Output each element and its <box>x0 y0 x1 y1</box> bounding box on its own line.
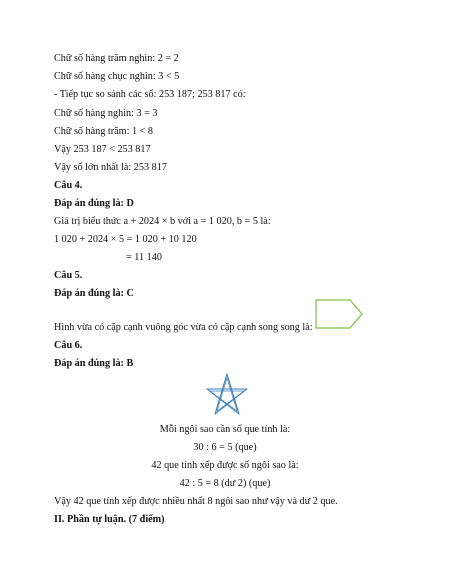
question-4-title: Câu 4. <box>54 180 83 191</box>
text-line: Vậy số lớn nhất là: 253 817 <box>54 162 167 173</box>
text-line: Chữ số hàng nghìn: 3 = 3 <box>54 108 158 119</box>
question-6-answer: Đáp án đúng là: B <box>54 358 134 369</box>
text-line: - Tiếp tục so sánh các số: 253 187; 253 817 có: <box>54 89 246 100</box>
text-line: Chữ số hàng chục nghìn: 3 < 5 <box>54 71 180 82</box>
question-4-text: Giá trị biểu thức a + 2024 × b với a = 1 020, b = 5 là: <box>54 216 271 227</box>
question-6-line-3: 42 que tính xếp được số ngôi sao là: <box>151 460 299 471</box>
question-5-title: Câu 5. <box>54 270 83 281</box>
pentagon-shape-figure <box>314 298 366 332</box>
question-6-title: Câu 6. <box>54 340 83 351</box>
question-4-calc: 1 020 + 2024 × 5 = 1 020 + 10 120 <box>54 234 197 245</box>
question-4-result: = 11 140 <box>126 252 162 263</box>
star-figure <box>203 372 251 418</box>
text-line: Chữ số hàng trăm nghìn: 2 = 2 <box>54 53 179 64</box>
text-line: Vậy 253 187 < 253 817 <box>54 144 151 155</box>
question-6-line-1: Mỗi ngôi sao cần số que tính là: <box>159 424 291 435</box>
question-4-answer: Đáp án đúng là: D <box>54 198 134 209</box>
question-6-line-4: 42 : 5 = 8 (dư 2) (que) <box>179 478 271 489</box>
question-5-answer: Đáp án đúng là: C <box>54 288 134 299</box>
question-6-conclusion: Vậy 42 que tính xếp được nhiều nhất 8 ngôi sao như vậy và dư 2 que. <box>54 496 338 507</box>
question-6-line-2: 30 : 6 = 5 (que) <box>193 442 257 453</box>
section-2-heading: II. Phần tự luận. (7 điểm) <box>54 514 165 525</box>
text-line: Chữ số hàng trăm: 1 < 8 <box>54 126 153 137</box>
question-5-text: Hình vừa có cặp cạnh vuông góc vừa có cặp cạnh song song là: <box>54 322 313 333</box>
